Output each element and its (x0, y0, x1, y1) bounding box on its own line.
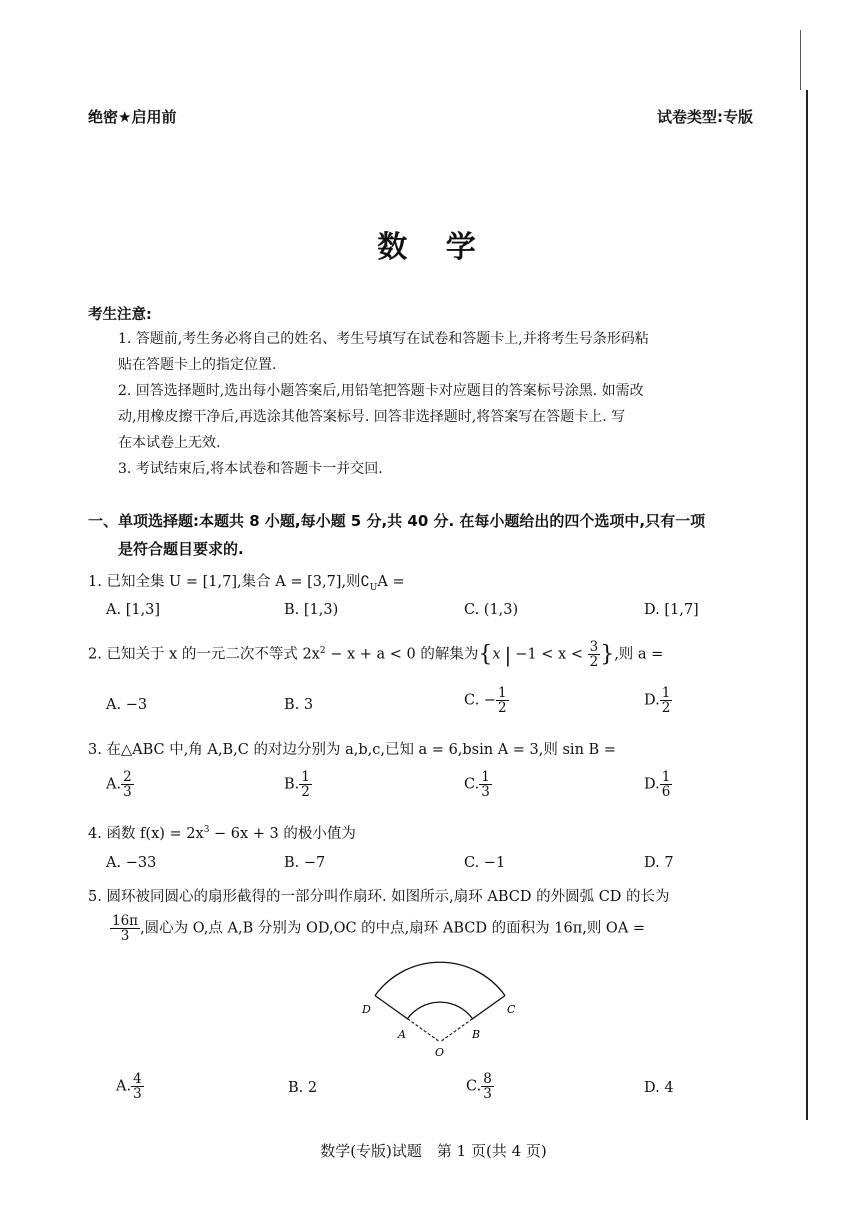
q4-option-c: C. −1 (464, 855, 506, 871)
notice-heading: 考生注意: (88, 307, 152, 323)
q1-option-b: B. [1,3) (284, 602, 339, 618)
label-a: A (398, 1028, 406, 1041)
edge-cb (473, 996, 506, 1019)
page-footer: 数学(专版)试题 第 1 页(共 4 页) (320, 1142, 547, 1160)
label-c: C (507, 1003, 516, 1016)
section-heading-line-1: 一、单项选择题:本题共 8 小题,每小题 5 分,共 40 分. 在每小题给出的四个选项中,只有一项 (88, 512, 706, 530)
q3-option-b: B. $\frac{1}{2}$ (284, 769, 310, 801)
inner-arc-ab (408, 1002, 473, 1019)
question-5-line-2: $\frac{16\pi}{3}$ ,圆心为 O,点 A,B 分别为 OD,OC 的中点,扇环 ABCD 的面积为 16π,则 OA = (112, 913, 646, 945)
outer-arc-cd (375, 962, 505, 995)
q2-option-b: B. 3 (284, 697, 314, 713)
q4-option-b: B. −7 (284, 855, 326, 871)
q2-option-a: A. −3 (106, 697, 148, 713)
notice-item-3: 3. 考试结束后,将本试卷和答题卡一并交回. (118, 461, 383, 477)
binding-line-top (800, 30, 801, 90)
notice-item-2-line-2: 动,用橡皮擦干净后,再选涂其他答案标号. 回答非选择题时,将答案写在答题卡上. 写 (118, 409, 626, 425)
question-1-stem: 1. 已知全集 U = [1,7],集合 A = [3,7],则$∁_UA$ = (88, 574, 405, 593)
question-3-stem: 3. 在△ABC 中,角 A,B,C 的对边分别为 a,b,c,已知 a = 6,bsin A = 3,则 sin B = (88, 742, 616, 758)
edge-da (375, 996, 408, 1019)
label-b: B (472, 1028, 481, 1041)
confidential-label: 绝密★启用前 (88, 108, 177, 126)
q5-option-a: A. $\frac{4}{3}$ (116, 1071, 142, 1103)
dashed-radius-ao (408, 1019, 441, 1042)
label-d: D (362, 1003, 371, 1016)
notice-item-2-line-1: 2. 回答选择题时,选出每小题答案后,用铅笔把答题卡对应题目的答案标号涂黑. 如需改 (118, 383, 644, 399)
section-heading-line-2: 是符合题目要求的. (118, 540, 244, 558)
q1-option-c: C. (1,3) (464, 602, 519, 618)
q3-option-d: D. $\frac{1}{6}$ (644, 769, 671, 801)
label-o: O (435, 1046, 445, 1059)
q3-option-c: C. $\frac{1}{3}$ (464, 769, 490, 801)
notice-item-2-line-3: 在本试卷上无效. (118, 435, 221, 451)
q1-option-a: A. [1,3] (106, 602, 161, 618)
question-2-stem: 2. 已知关于 x 的一元二次不等式 $2x^2 - x + a < 0$ 的解集为{x | −1 < x < $\frac{3}{2}$ },则 a = (88, 639, 664, 671)
question-5-line-1: 5. 圆环被同圆心的扇形截得的一部分叫作扇环. 如图所示,扇环 ABCD 的外圆弧 CD 的长为 (88, 889, 670, 905)
annulus-sector-figure (350, 960, 530, 1060)
page-title: 数 学 (377, 230, 490, 265)
paper-type-label: 试卷类型:专版 (657, 108, 753, 126)
q5-option-c: C. $\frac{8}{3}$ (466, 1071, 492, 1103)
q5-option-d: D. 4 (644, 1080, 674, 1096)
q4-option-d: D. 7 (644, 855, 674, 871)
q5-option-b: B. 2 (288, 1080, 318, 1096)
q2-option-d: D. $\frac{1}{2}$ (644, 685, 671, 717)
notice-item-1-line-1: 1. 答题前,考生务必将自己的姓名、考生号填写在试卷和答题卡上,并将考生号条形码粘 (118, 331, 649, 347)
notice-item-1-line-2: 贴在答题卡上的指定位置. (118, 357, 277, 373)
q4-option-a: A. −33 (106, 855, 157, 871)
dashed-radius-bo (440, 1019, 473, 1042)
q3-option-a: A. $\frac{2}{3}$ (106, 769, 132, 801)
question-4-stem: 4. 函数 $f(x) = 2x^3 - 6x + 3$ 的极小值为 (88, 825, 356, 842)
q2-option-c: C. − $\frac{1}{2}$ (464, 685, 507, 717)
q1-option-d: D. [1,7] (644, 602, 699, 618)
